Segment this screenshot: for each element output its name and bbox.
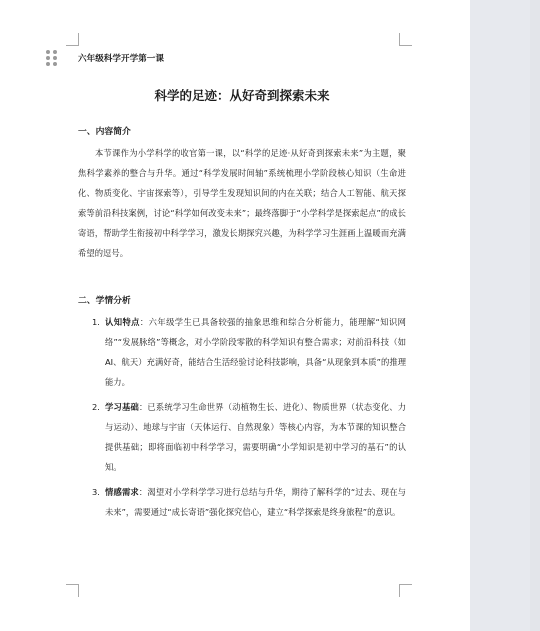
list-item xyxy=(78,482,406,522)
list-item-title: 学习基础 xyxy=(105,402,139,412)
list-item-number: 2. xyxy=(92,402,100,412)
list-item-number: 1. xyxy=(92,317,100,327)
section-heading-intro: 一、内容简介 xyxy=(78,127,131,137)
document-title: 科学的足迹：从好奇到探索未来 xyxy=(154,88,330,103)
list-item-title: 认知特点 xyxy=(105,317,140,327)
margin-corner-bottom-left xyxy=(66,584,79,597)
section-heading-analysis: 二、学情分析 xyxy=(78,296,131,306)
intro-paragraph: 本节课作为小学科学的收官第一课，以“科学的足迹·从好奇到探索未来”为主题，聚焦科学素养的整合与升华。通过“科学发展时间轴”系统梳理小学阶段核心知识（生命进化、物质变化、宇宙探索等），引导学生发现知识间的内在关联；结合人工智能、航天探索等前沿科技案例，讨论“科学如何改变未来”；最终落脚于“小学科学是探索起点”的成长寄语，帮助学生衔接初中科学学习，激发长期探究兴趣，为科学学习生涯画上温暖而充满希望的逗号。 xyxy=(78,148,406,258)
block-drag-handle-icon[interactable] xyxy=(46,50,58,66)
vertical-scrollbar[interactable] xyxy=(530,0,540,631)
margin-corner-top-right xyxy=(399,33,412,46)
list-item-number: 3. xyxy=(92,487,100,497)
list-item xyxy=(78,397,406,477)
list-item-text: ：渴望对小学科学学习进行总结与升华，期待了解科学的“过去、现在与未来”，需要通过“成长寄语”强化探究信心，建立“科学探索是终身旅程”的意识。 xyxy=(105,487,406,517)
list-item-title: 情感需求 xyxy=(105,487,139,497)
margin-corner-top-left xyxy=(66,33,79,46)
analysis-list xyxy=(78,312,406,527)
margin-corner-bottom-right xyxy=(399,584,412,597)
list-item xyxy=(78,312,406,392)
list-item-text: ：已系统学习生命世界（动植物生长、进化）、物质世界（状态变化、力与运动）、地球与宇宙（天体运行、自然现象）等核心内容，为本节课的知识整合提供基础；即将面临初中科学学习，需要明确“小学知识是初中学习的基石”的认知。 xyxy=(105,402,406,472)
document-header-text: 六年级科学开学第一课 xyxy=(78,54,164,64)
list-item-text: ：六年级学生已具备较强的抽象思维和综合分析能力，能理解“知识网络”“发展脉络”等概念，对小学阶段零散的科学知识有整合需求；对前沿科技（如 AI、航天）充满好奇，能结合生活经验讨论科技影响，具备“从现象到本质”的推理能力。 xyxy=(105,317,406,387)
